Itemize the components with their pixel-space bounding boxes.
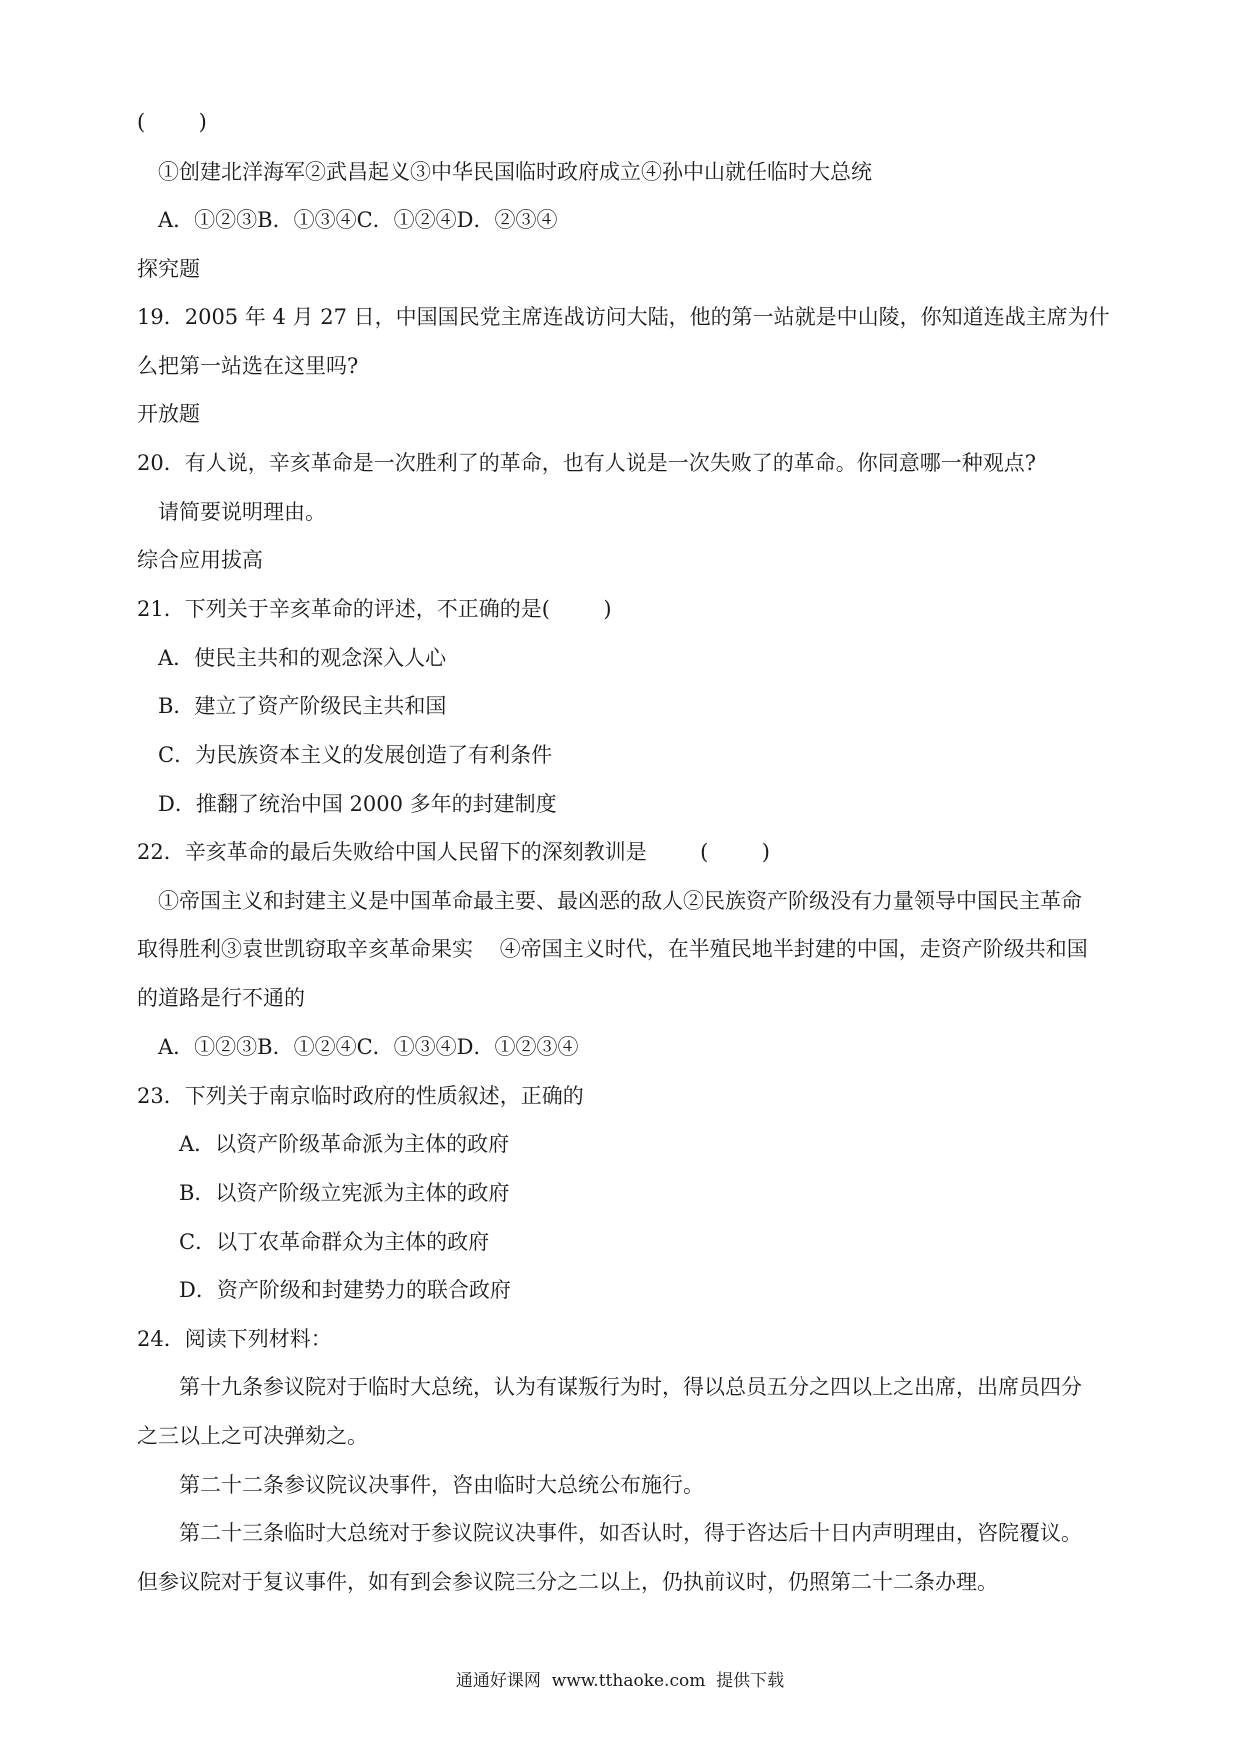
- q23-option-d: D．资产阶级和封建势力的联合政府: [179, 1278, 511, 1302]
- q19-text-cont: 么把第一站选在这里吗?: [137, 354, 359, 378]
- q22-options-list-cont: 取得胜利③袁世凯窃取辛亥革命果实 ④帝国主义时代，在半殖民地半封建的中国，走资产阶级共和国: [137, 937, 1088, 961]
- section-heading-open: 开放题: [137, 402, 200, 426]
- q20-text-cont: 请简要说明理由。: [158, 500, 326, 524]
- q21-option-b: B．建立了资产阶级民主共和国: [158, 694, 447, 718]
- q20-text: 20．有人说，辛亥革命是一次胜利了的革命，也有人说是一次失败了的革命。你同意哪一种观点?: [137, 451, 1036, 475]
- q24-text: 24．阅读下列材料：: [137, 1327, 332, 1351]
- material-article-19: 第十九条参议院对于临时大总统，认为有谋叛行为时，得以总员五分之四以上之出席，出席员四分: [179, 1375, 1082, 1399]
- section-heading-comprehensive: 综合应用拔高: [137, 548, 263, 572]
- page-footer: 通通好课网 www.tthaoke.com 提供下载: [455, 1671, 785, 1691]
- q23-option-c: C．以丁农革命群众为主体的政府: [179, 1230, 490, 1254]
- q18-options-list: ①创建北洋海军②武昌起义③中华民国临时政府成立④孙中山就任临时大总统: [158, 160, 872, 184]
- section-heading-explore: 探究题: [137, 257, 200, 281]
- material-article-23: 第二十三条临时大总统对于参议院议决事件，如否认时，得于咨达后十日内声明理由，咨院覆议。: [179, 1521, 1082, 1545]
- q23-text: 23．下列关于南京临时政府的性质叙述，正确的: [137, 1084, 584, 1108]
- q22-options-list-end: 的道路是行不通的: [137, 986, 305, 1010]
- material-article-23-cont: 但参议院对于复议事件，如有到会参议院三分之二以上，仍执前议时，仍照第二十二条办理。: [137, 1570, 998, 1594]
- q21-text: 21．下列关于辛亥革命的评述，不正确的是( ): [137, 597, 612, 621]
- material-article-22: 第二十二条参议院议决事件，咨由临时大总统公布施行。: [179, 1473, 704, 1497]
- material-article-19-cont: 之三以上之可决弹劾之。: [137, 1424, 368, 1448]
- q22-choices: A．①②③B．①②④C．①③④D．①②③④: [158, 1035, 579, 1059]
- q21-option-c: C．为民族资本主义的发展创造了有利条件: [158, 743, 553, 767]
- q21-option-a: A．使民主共和的观念深入人心: [158, 646, 447, 670]
- q23-option-b: B．以资产阶级立宪派为主体的政府: [179, 1181, 510, 1205]
- q22-options-list: ①帝国主义和封建主义是中国革命最主要、最凶恶的敌人②民族资产阶级没有力量领导中国民主革命: [158, 889, 1082, 913]
- q19-text: 19．2005 年 4 月 27 日，中国国民党主席连战访问大陆，他的第一站就是中山陵，你知道连战主席为什: [137, 305, 1110, 329]
- q23-option-a: A．以资产阶级革命派为主体的政府: [179, 1132, 510, 1156]
- q22-text: 22．辛亥革命的最后失败给中国人民留下的深刻教训是 ( ): [137, 840, 770, 864]
- q18-choices: A．①②③B．①③④C．①②④D．②③④: [158, 208, 558, 232]
- q21-option-d: D．推翻了统治中国 2000 多年的封建制度: [158, 792, 557, 816]
- answer-bracket: ( ): [137, 110, 207, 134]
